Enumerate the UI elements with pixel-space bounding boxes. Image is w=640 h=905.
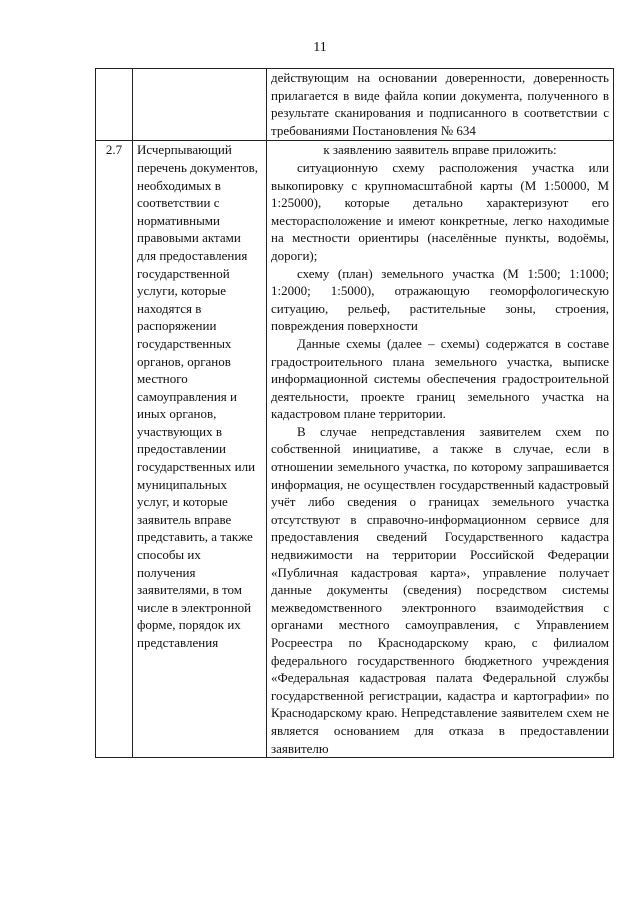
content-paragraph: действующим на основании доверенности, доверенность прилагается в виде файла копии документа, полученного в результате сканирования и подписанного в соответствии с требованиями Постановления № 634 (271, 70, 609, 138)
table-row (96, 69, 614, 141)
row-name-cell (133, 69, 267, 141)
row-name-cell: Исчерпывающий перечень документов, необходимых в соответствии с нормативными правовыми актами для предоставления государственной услуги, которые находятся в распоряжении государственных органов, органов местного самоуправления и иных органов, участвующих в предоставлении государственных или муниципальных услуг, и которые заявитель вправе представить, а также способы их получения заявителями, в том числе в электронной форме, порядок их представления (133, 141, 267, 758)
content-paragraph: схему (план) земельного участка (М 1:500; 1:1000; 1:2000; 1:5000), отражающую геоморфологическую ситуацию, рельеф, растительные зоны, строения, повреждения поверхности (271, 265, 609, 334)
content-paragraph: В случае непредставления заявителем схем по собственной инициативе, а также в случае, если в отношении земельного участка, по которому запрашивается информация, не осуществлен государственный кадастровый учёт либо сведения о границах земельного участка отсутствуют в справочно-информационном сервисе для предоставления сведений Государственного кадастра недвижимости на территории Российской Федерации «Публичная кадастровая карта», управление получает данные документы (сведения) посредством системы межведомственного электронного взаимодействия с органами местного самоуправления, с Управлением Росреестра по Краснодарскому краю, с филиалом федерального государственного бюджетного учреждения «Федеральная кадастровая палата Федеральной службы государственной регистрации, кадастра и картографии» по Краснодарскому краю. Непредставление заявителем схем не является основанием для отказа в предоставлении заявителю (271, 423, 609, 756)
content-paragraph: ситуационную схему расположения участка или выкопировку с крупномасштабной карты (М 1:50000, М 1:25000), которые детально характеризуют его месторасположение и имеют конкретные, легко находимые на местности ориентиры (населённые пункты, водоёмы, дороги); (271, 159, 609, 263)
page-number: 11 (313, 40, 327, 55)
content-paragraph: к заявлению заявитель вправе приложить: (323, 142, 557, 158)
requirements-table (95, 68, 614, 758)
row-number-cell: 2.7 (96, 141, 133, 758)
row-number-cell (96, 69, 133, 141)
row-content-cell (267, 141, 614, 758)
row-content-cell (267, 69, 614, 141)
table-row (96, 141, 614, 758)
content-paragraph: Данные схемы (далее – схемы) содержатся в составе градостроительного плана земельного участка, выписке информационной системы обеспечения градостроительной деятельности, проекте границ земельного участка на кадастровом плане территории. (271, 335, 609, 422)
